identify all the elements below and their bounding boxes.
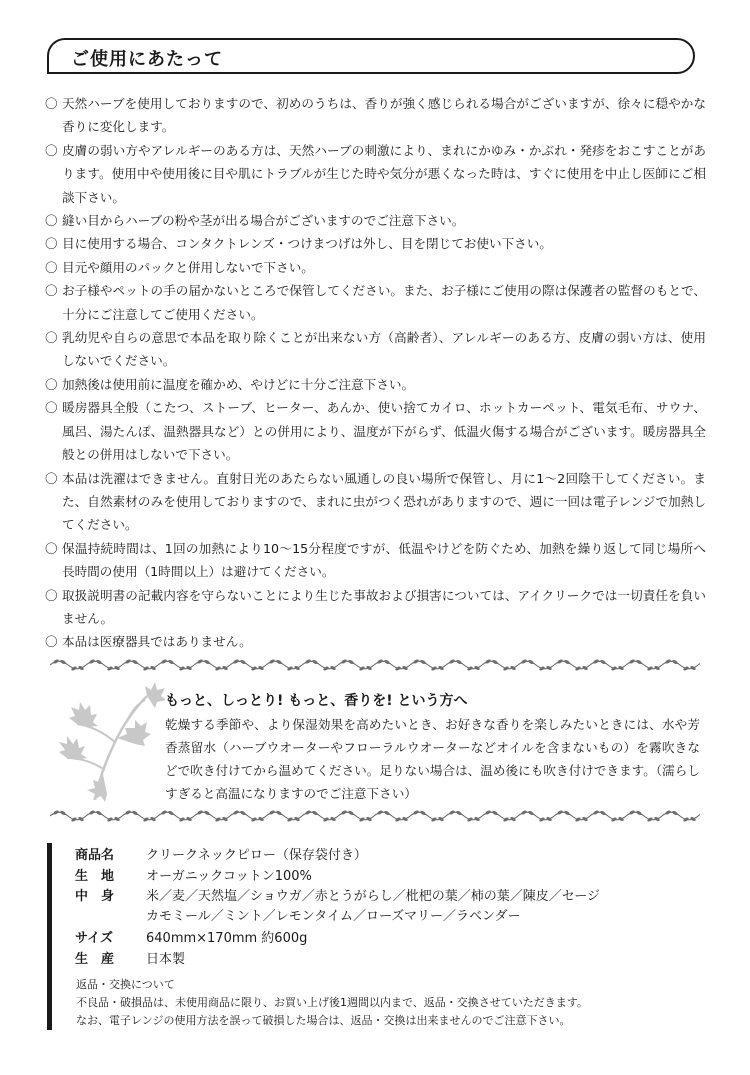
spec-label: 中 身	[75, 889, 115, 904]
spec-value: 日本製	[146, 952, 186, 967]
spec-value: 米／麦／天然塩／ショウガ／赤とうがらし／枇杷の葉／柿の葉／陳皮／セージ	[146, 889, 600, 904]
note-text: 本品は医療器具ではありません。	[62, 634, 252, 650]
bullet-circle-icon: 〇	[45, 96, 58, 111]
spec-row-fabric	[75, 867, 675, 887]
note-item	[46, 537, 706, 584]
vine-divider-top	[50, 658, 700, 672]
spec-side-bar	[47, 843, 52, 1030]
note-item	[46, 584, 706, 631]
note-text: 縫い目からハーブの粉や茎が出る場合がございますのでご注意下さい。	[62, 213, 465, 229]
note-item	[46, 232, 706, 255]
note-item	[46, 630, 706, 653]
bullet-circle-icon: 〇	[45, 587, 58, 603]
note-text: 目に使用する場合、コンタクトレンズ・つけまつげは外し、目を閉じてお使い下さい。	[62, 236, 552, 252]
bullet-circle-icon: 〇	[45, 142, 58, 158]
note-text: 加熱後は使用前に温度を確かめ、やけどに十分ご注意下さい。	[62, 376, 415, 392]
note-item	[46, 373, 706, 396]
spec-row-product-name	[75, 846, 675, 866]
tips-body: 乾燥する季節や、より保湿効果を高めたいとき、お好きな香りを楽しみたいときには、水や芳香蒸留水（ハーブウオーターやフローラルウオーターなどオイルを含まないもの）を霧吹きなどで吹き付けてから温めてください。足りない場合は、温め後にも吹き付けできます。（濡らしすぎると高温になりますのでご注意下さい）	[165, 717, 700, 801]
note-text: 天然ハーブを使用しておりますので、初めのうちは、香りが強く感じられる場合がございますが、徐々に穏やかな香りに変化します。	[62, 96, 706, 135]
tips-heading: もっと、しっとり! もっと、香りを! という方へ	[165, 693, 468, 709]
spec-label: 生 地	[75, 869, 115, 884]
bullet-circle-icon: 〇	[45, 540, 58, 556]
page-title: ご使用にあたって	[71, 49, 223, 70]
spec-row-contents-continued	[75, 907, 675, 927]
spec-row-contents	[75, 887, 675, 907]
note-item	[46, 256, 706, 279]
spec-row-origin	[75, 950, 675, 970]
note-item	[46, 279, 706, 326]
spec-value: カモミール／ミント／レモンタイム／ローズマリー／ラベンダー	[146, 909, 521, 924]
note-text: 暖房器具全般（こたつ、ストーブ、ヒーター、あんか、使い捨てカイロ、ホットカーペット、電気毛布、サウナ、風呂、湯たんぽ、温熱器具など）との併用により、温度が下がらず、低温火傷する場合がございます。暖房器具全般との併用はしないで下さい。	[62, 400, 706, 463]
note-text: 取扱説明書の記載内容を守らないことにより生じた事故および損害については、アイクリークでは一切責任を負いません。	[62, 587, 706, 626]
spec-label	[75, 907, 146, 927]
note-text: 目元や顔用のパックと併用しないで下さい。	[62, 259, 314, 275]
spec-value: クリークネックピロー（保存袋付き）	[146, 848, 367, 863]
returns-policy	[76, 976, 706, 1030]
note-text: 保温持続時間は、1回の加熱により10〜15分程度ですが、低温やけどを防ぐため、加熱を繰り返して同じ場所へ長時間の使用（1時間以上）は避けてください。	[62, 540, 706, 580]
spec-label: 商品名	[75, 848, 115, 863]
note-item	[46, 396, 706, 466]
bullet-circle-icon: 〇	[45, 259, 58, 275]
bullet-circle-icon: 〇	[45, 213, 58, 229]
note-item	[46, 209, 706, 232]
herb-sprig-icon	[55, 678, 165, 804]
bullet-circle-icon: 〇	[45, 330, 58, 346]
returns-heading: 返品・交換について	[76, 978, 175, 991]
title-box	[47, 38, 695, 74]
returns-line: 不良品・破損品は、未使用商品に限り、お買い上げ後1週間以内まで、返品・交換させていただきます。	[76, 996, 588, 1009]
note-text: 乳幼児や自らの意思で本品を取り除くことが出来ない方（高齢者）、アレルギーのある方、皮膚の弱い方は、使用しないでください。	[62, 330, 706, 369]
bullet-circle-icon: 〇	[45, 400, 58, 416]
returns-line: なお、電子レンジの使用方法を誤って破損した場合は、返品・交換は出来ませんのでご注意下さい。	[76, 1014, 571, 1027]
note-item	[46, 467, 706, 537]
bullet-circle-icon: 〇	[45, 470, 58, 486]
spec-value: オーガニックコットン100%	[146, 869, 312, 884]
note-item	[46, 92, 706, 139]
note-text: 皮膚の弱い方やアレルギーのある方は、天然ハーブの刺激により、まれにかゆみ・かぶれ・発疹をおこすことがあります。使用中や使用後に目や肌にトラブルが生じた時や気分が悪くなった時は、すぐに使用を中止し医師にご相談下さい。	[62, 142, 706, 205]
vine-divider-bottom	[50, 809, 700, 823]
bullet-circle-icon: 〇	[45, 376, 58, 392]
note-item	[46, 326, 706, 373]
spec-value: 640mm×170mm 約600g	[146, 931, 308, 946]
note-text: お子様やペットの手の届かないところで保管してください。また、お子様にご使用の際は保護者の監督のもとで、十分にご注意してご使用ください。	[62, 283, 706, 322]
note-text: 本品は洗濯はできません。直射日光のあたらない風通しの良い場所で保管し、月に1〜2回陰干してください。また、自然素材のみを使用しておりますので、まれに虫がつく恐れがありますので、週に一回は電子レンジで加熱してください。	[62, 470, 706, 533]
note-item	[46, 139, 706, 209]
bullet-circle-icon: 〇	[45, 283, 58, 299]
bullet-circle-icon: 〇	[45, 634, 58, 650]
spec-label: 生 産	[75, 952, 115, 967]
bullet-circle-icon: 〇	[45, 236, 58, 252]
notes-list	[46, 92, 706, 654]
spec-label: サイズ	[75, 931, 113, 946]
spec-row-size	[75, 929, 675, 949]
